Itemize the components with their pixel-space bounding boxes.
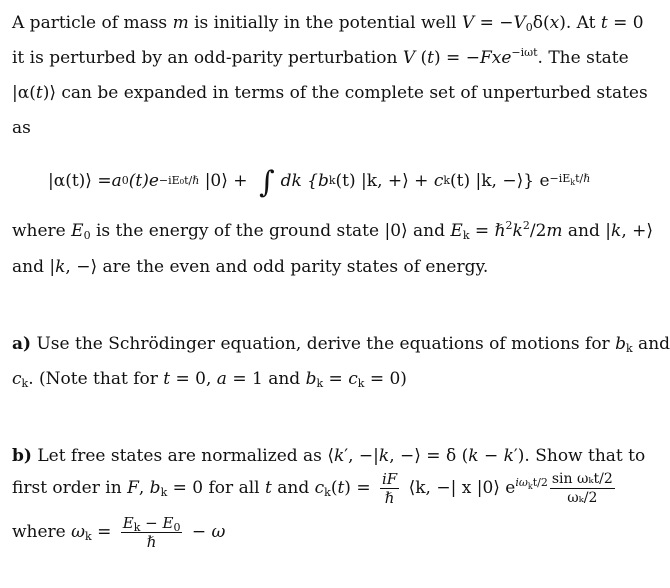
subscript: k xyxy=(21,377,29,390)
frac-numerator: iF xyxy=(381,470,398,488)
subscript: k xyxy=(527,482,533,491)
frac-denominator: ℏ xyxy=(384,489,395,507)
part-b-label: b) xyxy=(12,446,32,466)
text: . The state xyxy=(537,48,629,68)
text: = 0) xyxy=(364,369,407,389)
text: = ℏ xyxy=(469,221,506,241)
text: , −⟩ = δ ( xyxy=(389,446,469,466)
fraction-iF-hbar xyxy=(380,470,399,507)
var-c: c xyxy=(12,369,22,389)
frac-denominator: ωₖ/2 xyxy=(567,490,598,506)
text: = − xyxy=(474,13,514,33)
var-k: k xyxy=(468,446,479,466)
var-b: b xyxy=(149,478,161,498)
text: ′, −| xyxy=(344,446,379,466)
var-k: k xyxy=(55,257,66,277)
text: δ( xyxy=(532,13,550,33)
frac-numerator xyxy=(121,514,183,533)
subscript: k xyxy=(160,486,168,499)
var-E: E xyxy=(122,514,134,532)
text: = xyxy=(323,369,349,389)
text: , +⟩ xyxy=(621,221,654,241)
where-line-2 xyxy=(12,256,638,278)
text: /2 xyxy=(529,221,547,241)
eq-dk: dk { xyxy=(280,170,318,191)
subscript: k xyxy=(570,177,576,187)
var-c: c xyxy=(314,478,325,498)
eq-bk-arg: (t) |k, +⟩ + xyxy=(335,170,434,191)
text: and xyxy=(271,478,315,498)
eq-bk: b xyxy=(317,170,329,191)
subscript: k xyxy=(324,486,331,499)
var-k: k xyxy=(611,221,622,241)
text: − xyxy=(478,446,504,466)
superscript: 2 xyxy=(522,219,530,232)
text: first order in xyxy=(12,478,128,498)
text: ( xyxy=(330,478,338,498)
subscript: k xyxy=(357,377,365,390)
text: ) = − xyxy=(434,48,480,68)
text: = 0, xyxy=(170,369,217,389)
part-a-line-2 xyxy=(12,368,638,390)
text: . (Note that for xyxy=(28,369,164,389)
eq-ket0: |0⟩ + xyxy=(199,170,253,191)
var-V0: V xyxy=(513,13,526,33)
text: = xyxy=(91,522,117,542)
var-t: t xyxy=(337,478,345,498)
text: = 1 and xyxy=(226,369,306,389)
var-k: k xyxy=(333,446,345,466)
text: ( xyxy=(415,48,428,68)
frac-numerator: sin ωₖt/2 xyxy=(551,471,613,487)
subscript: 0 xyxy=(525,21,533,34)
part-a-label: a) xyxy=(12,334,32,354)
expansion-equation: |α(t)⟩ = a 0 (t)e −iE₀t/ℏ |0⟩ + ∫ dk { b k (t) |k, +⟩ + c k (t) |k, −⟩} e $-iE_kt/\hbar$ xyxy=(48,165,591,200)
var-m: m xyxy=(172,13,189,33)
var-E: E xyxy=(450,221,463,241)
superscript: iω xyxy=(515,476,528,489)
text: |α( xyxy=(12,83,36,103)
where-line-1 xyxy=(12,219,654,242)
var-t: t xyxy=(35,83,43,103)
var-b: b xyxy=(305,369,317,389)
exp-group xyxy=(515,476,547,489)
eq-a0: a xyxy=(111,170,122,191)
var-k: k xyxy=(503,446,514,466)
eq-lhs: |α(t)⟩ = xyxy=(48,170,112,191)
subscript: k xyxy=(133,521,141,534)
eq-ck: c xyxy=(433,170,444,191)
var-F: F xyxy=(127,478,139,498)
eq-ck-arg: (t) |k, −⟩} e xyxy=(450,170,550,191)
var-t: t xyxy=(163,369,171,389)
text: , xyxy=(138,478,150,498)
text: and | xyxy=(562,221,612,241)
text: and | xyxy=(12,257,56,277)
integral-sign: ∫ xyxy=(258,165,275,200)
subscript: k xyxy=(462,229,470,242)
var-Fxe: Fxe xyxy=(479,48,512,68)
var-V: V xyxy=(402,48,416,68)
var-E: E xyxy=(71,221,84,241)
fraction-energy-diff xyxy=(121,514,183,551)
text: A particle of mass xyxy=(12,13,173,33)
subscript: k xyxy=(316,377,324,390)
var-t: t xyxy=(264,478,272,498)
subscript: 0 xyxy=(83,229,91,242)
subscript: 0 xyxy=(173,521,181,534)
text: ) = xyxy=(344,478,376,498)
text: ). At xyxy=(559,13,601,33)
superscript: −iωt xyxy=(511,46,538,59)
text: )⟩ can be expanded in terms of the complete set of unperturbed states xyxy=(42,83,648,103)
text: it is perturbed by an odd-parity perturbation xyxy=(12,48,403,68)
matrix-element: ⟨k, −| x |0⟩ e xyxy=(403,478,516,498)
superscript: t/ℏ xyxy=(575,171,591,185)
var-omega: ω xyxy=(71,522,86,542)
text: is the energy of the ground state |0⟩ and xyxy=(90,221,451,241)
superscript: 2 xyxy=(505,219,513,232)
var-V: V xyxy=(461,13,475,33)
var-k: k xyxy=(512,221,523,241)
text: = 0 for all xyxy=(167,478,265,498)
part-b-line-1 xyxy=(12,445,646,467)
var-x: x xyxy=(549,13,560,33)
fraction-sin xyxy=(550,470,615,507)
text: where xyxy=(12,221,72,241)
var-b: b xyxy=(615,334,626,354)
part-b-line-2 xyxy=(12,470,638,507)
var-k: k xyxy=(378,446,390,466)
var-t: t xyxy=(427,48,435,68)
var-t: t xyxy=(600,13,608,33)
superscript: t/2 xyxy=(532,476,548,489)
text: where xyxy=(12,522,72,542)
text: , −⟩ are the even and odd parity states of energy. xyxy=(65,257,489,277)
text: Use the Schrödinger equation, derive the equations of motions for xyxy=(31,334,616,354)
intro-line-1 xyxy=(12,12,644,34)
var-a: a xyxy=(216,369,227,389)
subscript: k xyxy=(625,342,633,355)
eq-a0-arg: (t)e xyxy=(128,170,159,191)
intro-line-2 xyxy=(12,47,638,69)
text: − ω xyxy=(186,522,226,542)
subscript: k xyxy=(85,530,92,543)
text: is initially in the potential well xyxy=(188,13,462,33)
intro-line-4: as xyxy=(12,118,31,138)
superscript: −iE xyxy=(549,171,571,185)
part-a-line-1 xyxy=(12,333,670,355)
part-b-line-3 xyxy=(12,512,638,552)
var-m: m xyxy=(546,221,563,241)
intro-line-3 xyxy=(12,82,648,104)
frac-denominator: ℏ xyxy=(146,533,157,551)
text: = 0 xyxy=(607,13,644,33)
var-E: − E xyxy=(140,514,174,532)
text: Let free states are normalized as ⟨ xyxy=(31,446,334,466)
text: ′). Show that to xyxy=(513,446,646,466)
var-c: c xyxy=(348,369,358,389)
text: and xyxy=(632,334,670,354)
